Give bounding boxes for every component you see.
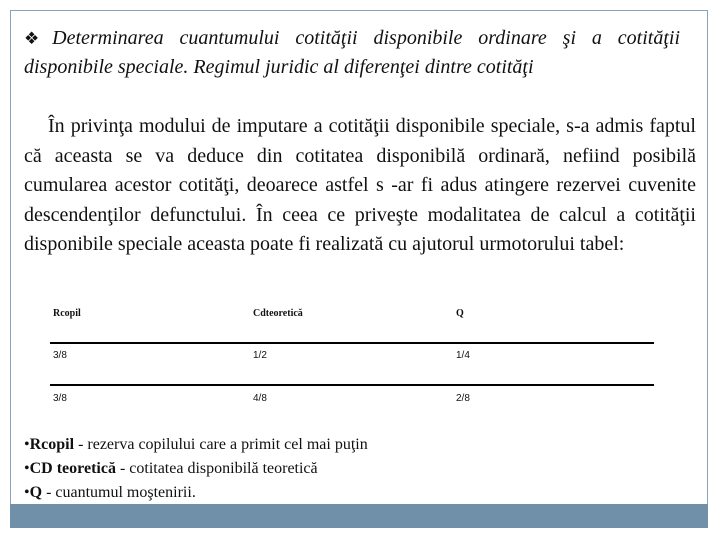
bullet-icon: •	[24, 460, 30, 477]
slide-heading	[24, 24, 680, 81]
legend-term: Rcopil	[29, 436, 75, 453]
bullet-icon: •	[24, 484, 30, 501]
table-row	[50, 342, 654, 385]
table-cell: 2/8	[456, 393, 470, 404]
legend-list	[24, 433, 624, 505]
body-paragraph: În privinţa modului de imputare a cotităţii disponibile speciale, s-a admis faptul că aceasta se va deduce din cotitatea disponibilă ordinară, nefiind posibilă cumularea acestor cotităţi, deoarece astfel s -ar fi adus atingere rezervei cuvenite descendenţilor defunctului. În ceea ce priveşte modalitatea de calcul a cotităţii disponibile speciale aceasta poate fi realizată cu ajutorul urmotorului tabel:	[24, 115, 696, 255]
legend-desc: - cuantumul moştenirii.	[42, 484, 196, 501]
table-cell: 1/4	[456, 350, 470, 361]
legend-item	[24, 481, 624, 505]
table-header-cell: Q	[456, 308, 464, 319]
heading-text: Determinarea cuantumului cotităţii disponibile ordinare şi a cotităţii disponibile speciale. Regimul juridic al diferenţei dintre cotităţi	[24, 27, 680, 78]
table-rule	[50, 342, 654, 344]
table-header-cell: Rcopil	[53, 308, 81, 319]
table-header-row	[50, 300, 654, 342]
legend-item	[24, 433, 624, 457]
quota-table	[50, 300, 654, 427]
table-cell: 4/8	[253, 393, 267, 404]
table-cell: 3/8	[53, 393, 67, 404]
legend-term: Q	[29, 484, 43, 501]
table-header-cell: Cdteoretică	[253, 308, 303, 319]
legend-term: CD teoretică	[29, 460, 116, 477]
diamond-bullet-icon: ❖	[24, 29, 51, 48]
legend-desc: - cotitatea disponibilă teoretică	[115, 460, 318, 477]
legend-desc: - rezerva copilului care a primit cel mai puţin	[74, 436, 368, 453]
slide-footer-bar	[10, 504, 708, 528]
legend-item	[24, 457, 624, 481]
table-row	[50, 385, 654, 427]
table-rule	[50, 384, 654, 386]
bullet-icon: •	[24, 436, 30, 453]
table-cell: 3/8	[53, 350, 67, 361]
table-cell: 1/2	[253, 350, 267, 361]
